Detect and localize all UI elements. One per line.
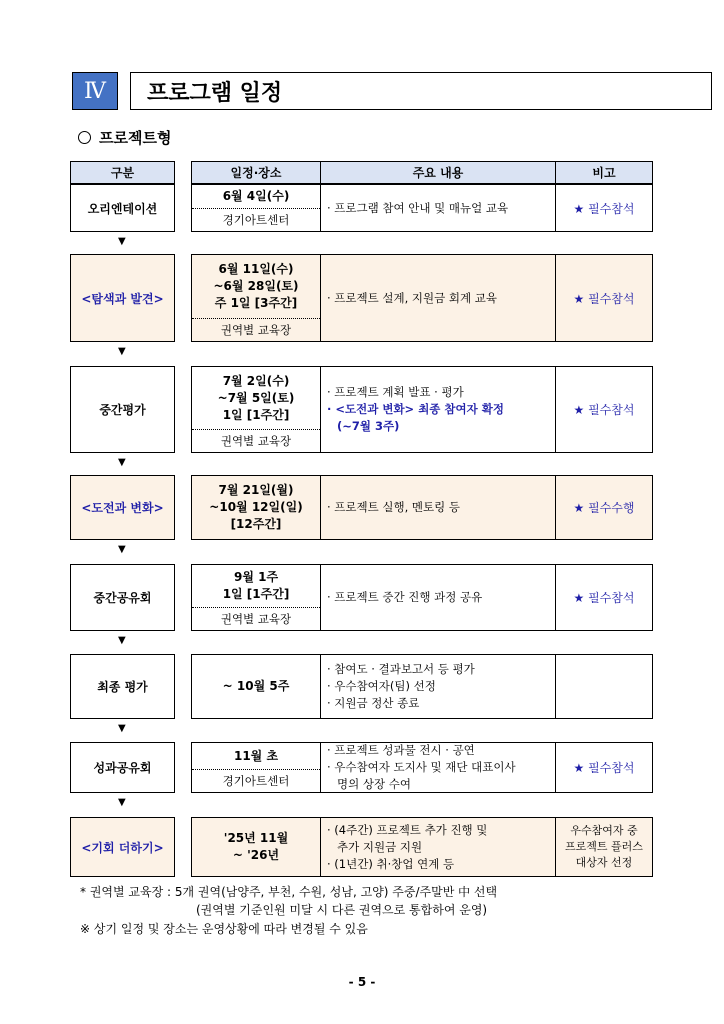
row-note: ★ 필수참석 xyxy=(555,742,653,793)
row-category: <탐색과 발견> xyxy=(70,254,175,342)
row-date: 11월 초 xyxy=(233,748,279,763)
row-content: · 프로젝트 계획 발표 · 평가 · <도전과 변화> 최종 참여자 확정 (~7월 3주) xyxy=(320,366,556,453)
down-arrow-icon: ▼ xyxy=(118,544,126,555)
row-date: '25년 11월 ~ '26년 xyxy=(223,831,289,862)
down-arrow-icon: ▼ xyxy=(118,797,126,808)
section-title: 프로그램 일정 xyxy=(130,72,712,110)
row-date-cell xyxy=(191,654,321,719)
row-date-cell xyxy=(191,742,321,793)
row-date: ~ 10월 5주 xyxy=(222,679,290,693)
row-place: 경기아트센터 xyxy=(192,208,320,231)
row-date-cell xyxy=(191,184,321,232)
row-date: 7월 2일(수) ~7월 5일(토) 1일 [1주간] xyxy=(217,373,295,422)
down-arrow-icon: ▼ xyxy=(118,236,126,247)
row-place: 권역별 교육장 xyxy=(192,429,320,452)
row-note: ★ 필수수행 xyxy=(555,475,653,540)
subtitle xyxy=(78,127,171,148)
footnote: ※ 상기 일정 및 장소는 운영상황에 따라 변경될 수 있음 xyxy=(80,922,368,936)
circle-bullet-icon xyxy=(78,131,91,144)
row-note: ★ 필수참석 xyxy=(555,184,653,232)
row-category: <기회 더하기> xyxy=(70,817,175,877)
row-place: 권역별 교육장 xyxy=(192,318,320,341)
row-note: ★ 필수참석 xyxy=(555,564,653,631)
header-note: 비고 xyxy=(555,161,653,184)
row-content: · 프로젝트 중간 진행 과정 공유 xyxy=(320,564,556,631)
row-date-cell xyxy=(191,254,321,342)
section-number: Ⅳ xyxy=(72,72,118,110)
subtitle-text: 프로젝트형 xyxy=(99,129,172,147)
row-note: ★ 필수참석 xyxy=(555,254,653,342)
row-note xyxy=(555,654,653,719)
row-date: 6월 4일(수) xyxy=(222,189,290,203)
down-arrow-icon: ▼ xyxy=(118,346,126,357)
row-content: · 프로젝트 성과물 전시 · 공연 · 우수참여자 도지사 및 재단 대표이사 명의 상장 수여 xyxy=(320,742,556,793)
header-category: 구분 xyxy=(70,161,175,184)
header-date: 일정·장소 xyxy=(191,161,321,184)
down-arrow-icon: ▼ xyxy=(118,723,126,734)
row-note: 우수참여자 중 프로젝트 플러스 대상자 선정 xyxy=(555,817,653,877)
row-date-cell xyxy=(191,475,321,540)
footnote: * 권역별 교육장 : 5개 권역(남양주, 부천, 수원, 성남, 고양) 주중/주말반 中 선택 xyxy=(80,885,498,899)
header-content: 주요 내용 xyxy=(320,161,556,184)
row-place: 경기아트센터 xyxy=(192,769,320,792)
row-category: 중간평가 xyxy=(70,366,175,453)
row-date: 6월 11일(수) ~6월 28일(토) 주 1일 [3주간] xyxy=(213,262,299,310)
row-date-cell xyxy=(191,817,321,877)
row-content: · 프로젝트 설계, 지원금 회계 교육 xyxy=(320,254,556,342)
row-place: 권역별 교육장 xyxy=(192,607,320,630)
row-content: · 프로젝트 실행, 멘토링 등 xyxy=(320,475,556,540)
row-date-cell xyxy=(191,564,321,631)
row-note: ★ 필수참석 xyxy=(555,366,653,453)
row-category: 성과공유회 xyxy=(70,742,175,793)
row-category: 최종 평가 xyxy=(70,654,175,719)
row-date-cell xyxy=(191,366,321,453)
row-content: · 프로그램 참여 안내 및 매뉴얼 교육 xyxy=(320,184,556,232)
row-content: · (4주간) 프로젝트 추가 진행 및 추가 지원금 지원 · (1년간) 취·창업 연계 등 xyxy=(320,817,556,877)
page-number: - 5 - xyxy=(348,975,376,989)
row-category: 오리엔테이션 xyxy=(70,184,175,232)
footnote: (권역별 기준인원 미달 시 다른 권역으로 통합하여 운영) xyxy=(196,903,488,917)
row-date: 9월 1주 1일 [1주간] xyxy=(222,570,290,601)
row-category: 중간공유회 xyxy=(70,564,175,631)
row-date: 7월 21일(월) ~10월 12일(일) [12주간] xyxy=(209,483,303,531)
row-content: · 참여도 · 결과보고서 등 평가 · 우수참여자(팀) 선정 · 지원금 정산 종료 xyxy=(320,654,556,719)
down-arrow-icon: ▼ xyxy=(118,635,126,646)
row-category: <도전과 변화> xyxy=(70,475,175,540)
down-arrow-icon: ▼ xyxy=(118,457,126,468)
